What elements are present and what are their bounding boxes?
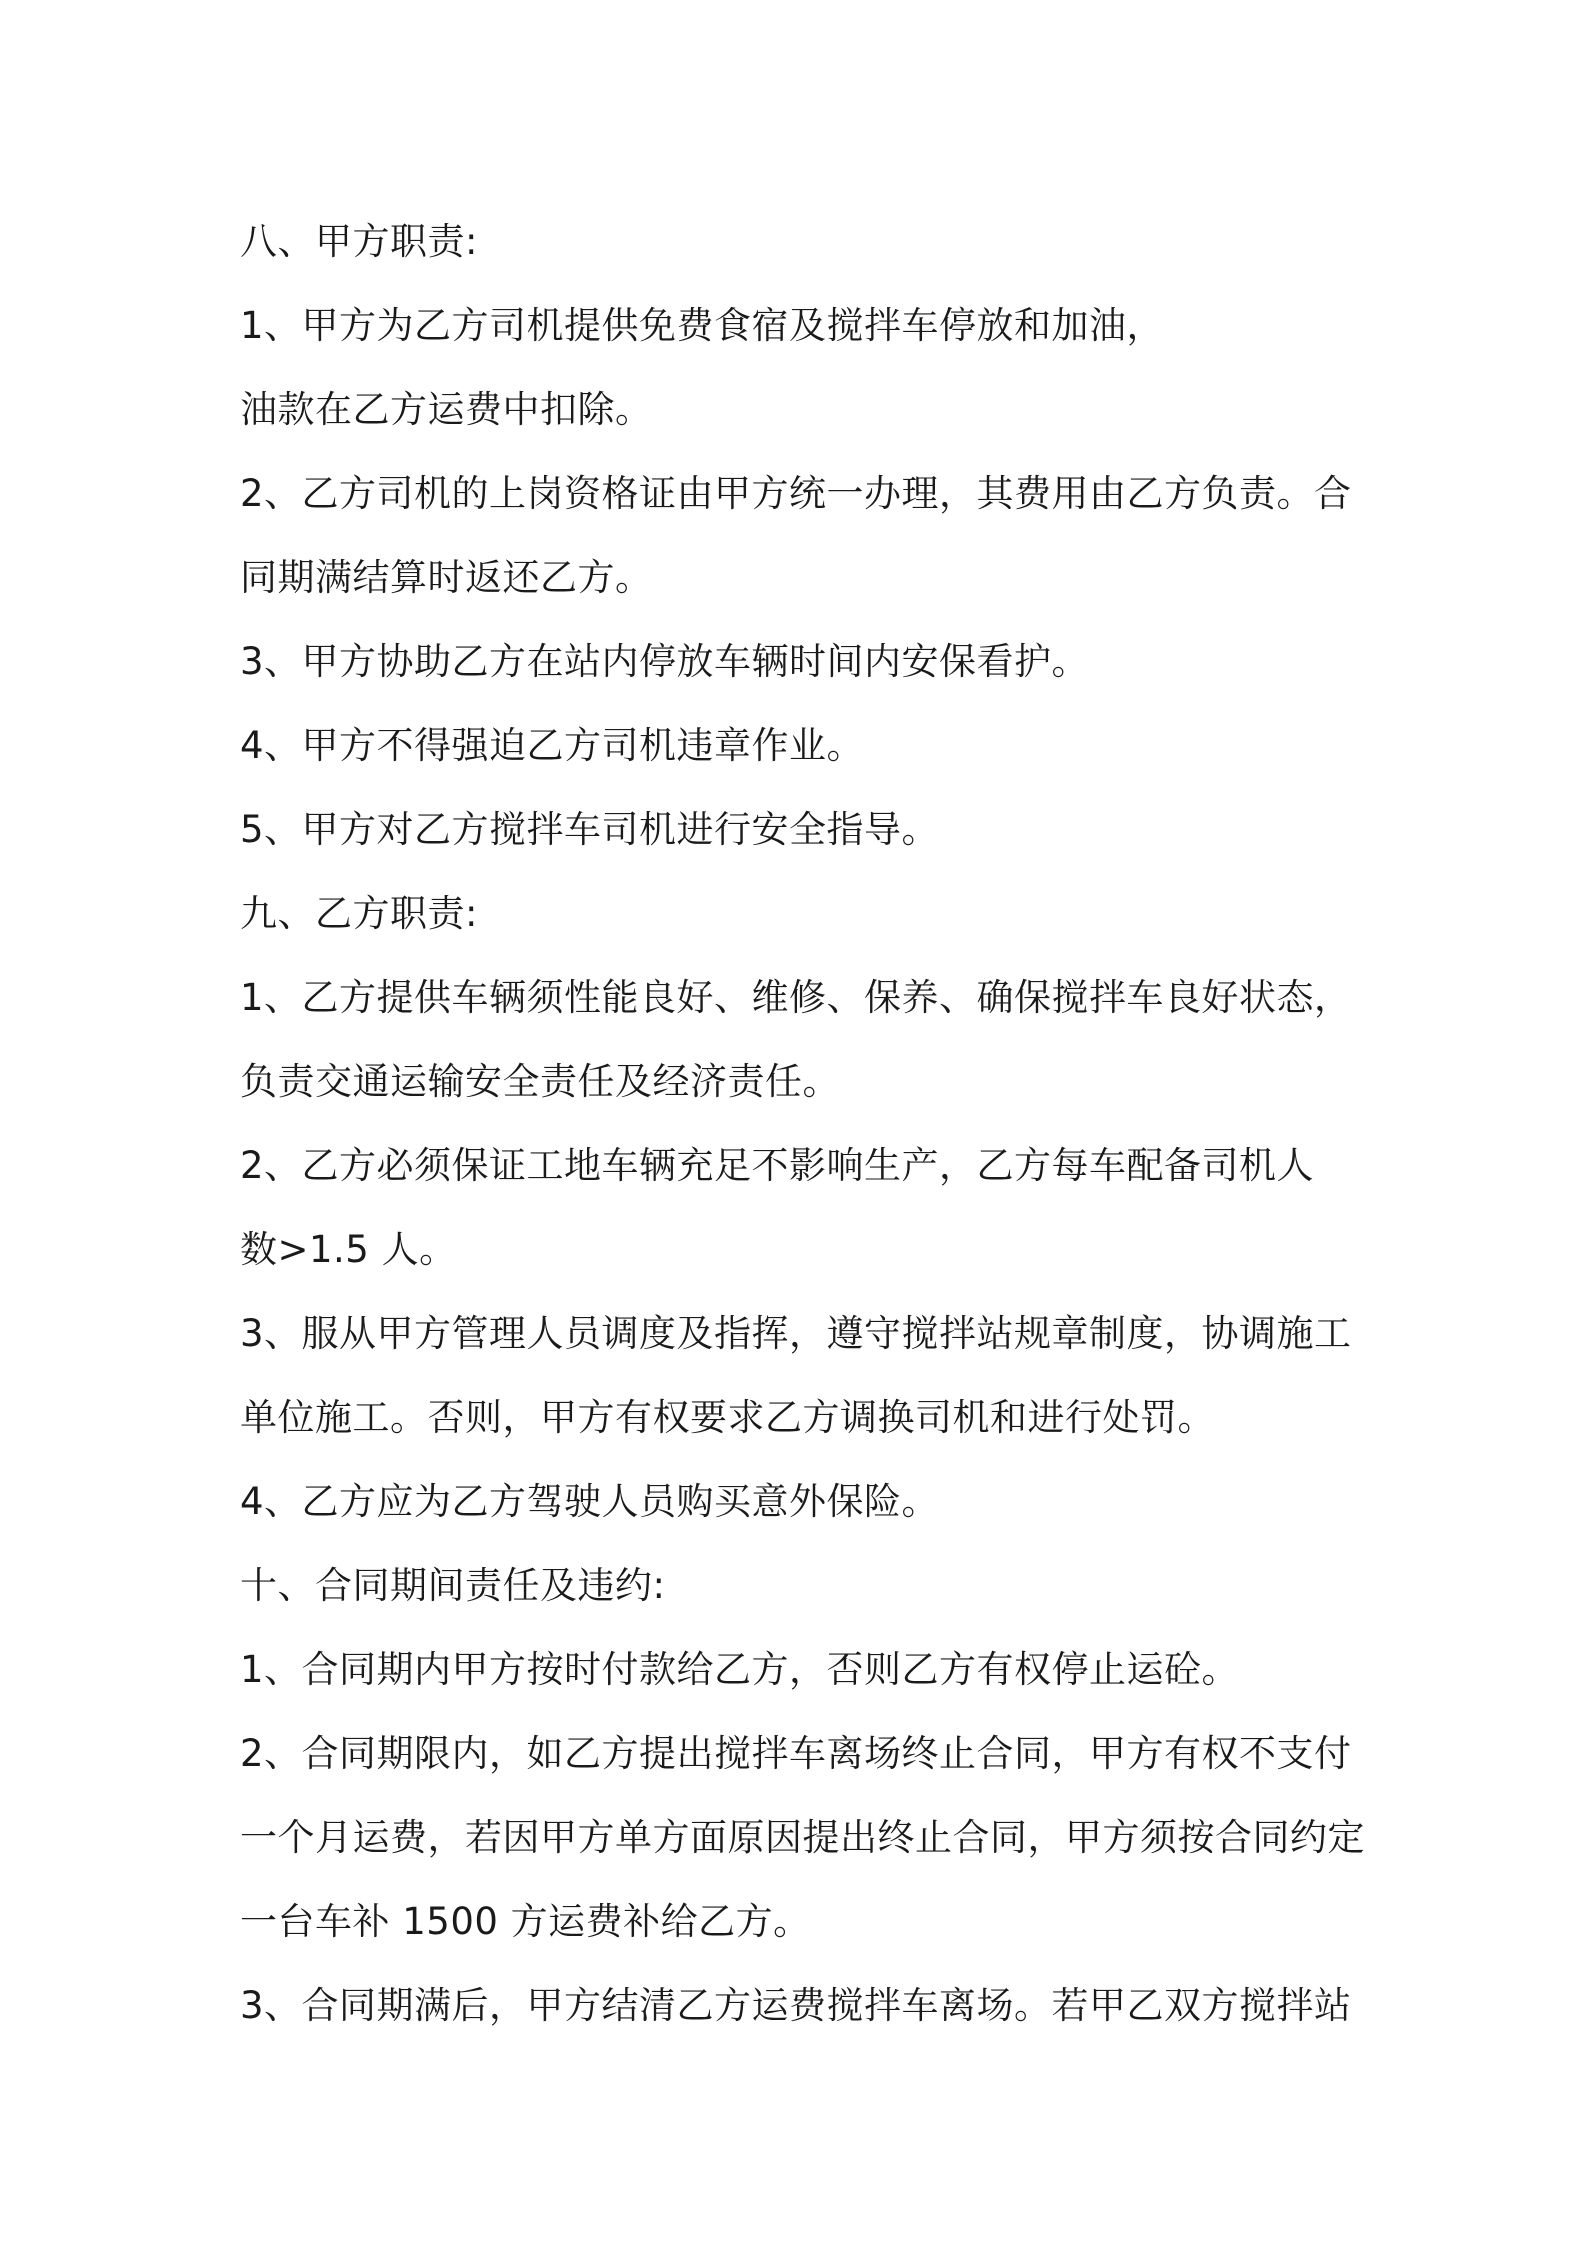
text-line: 3、合同期满后，甲方结清乙方运费搅拌车离场。若甲乙双方搅拌站 xyxy=(240,1984,1352,2027)
text-line: 负责交通运输安全责任及经济责任。 xyxy=(240,1060,840,1103)
text-line: 3、甲方协助乙方在站内停放车辆时间内安保看护。 xyxy=(240,640,1090,683)
text-line: 1、合同期内甲方按时付款给乙方，否则乙方有权停止运砼。 xyxy=(240,1648,1240,1691)
text-line: 油款在乙方运费中扣除。 xyxy=(240,388,653,431)
text-line: 2、乙方司机的上岗资格证由甲方统一办理，其费用由乙方负责。合 xyxy=(240,472,1352,515)
text-line: 3、服从甲方管理人员调度及指挥，遵守搅拌站规章制度，协调施工 xyxy=(240,1312,1352,1355)
text-line: 一个月运费，若因甲方单方面原因提出终止合同，甲方须按合同约定 xyxy=(240,1816,1365,1859)
text-line: 同期满结算时返还乙方。 xyxy=(240,556,653,599)
text-line: 1、甲方为乙方司机提供免费食宿及搅拌车停放和加油， xyxy=(240,304,1165,347)
text-line: 单位施工。否则，甲方有权要求乙方调换司机和进行处罚。 xyxy=(240,1396,1215,1439)
text-line: 2、合同期限内，如乙方提出搅拌车离场终止合同，甲方有权不支付 xyxy=(240,1732,1352,1775)
section-heading-liability: 十、合同期间责任及违约: xyxy=(240,1564,666,1607)
text-line: 4、乙方应为乙方驾驶人员购买意外保险。 xyxy=(240,1480,940,1523)
text-line: 5、甲方对乙方搅拌车司机进行安全指导。 xyxy=(240,808,940,851)
section-heading-party-a: 八、甲方职责: xyxy=(240,220,478,263)
text-line: 1、乙方提供车辆须性能良好、维修、保养、确保搅拌车良好状态， xyxy=(240,976,1352,1019)
text-line: 4、甲方不得强迫乙方司机违章作业。 xyxy=(240,724,865,767)
text-line: 数>1.5 人。 xyxy=(240,1228,457,1271)
text-line: 一台车补 1500 方运费补给乙方。 xyxy=(240,1900,811,1943)
section-heading-party-b: 九、乙方职责: xyxy=(240,892,478,935)
text-line: 2、乙方必须保证工地车辆充足不影响生产，乙方每车配备司机人 xyxy=(240,1144,1315,1187)
document-body xyxy=(240,200,1365,2048)
